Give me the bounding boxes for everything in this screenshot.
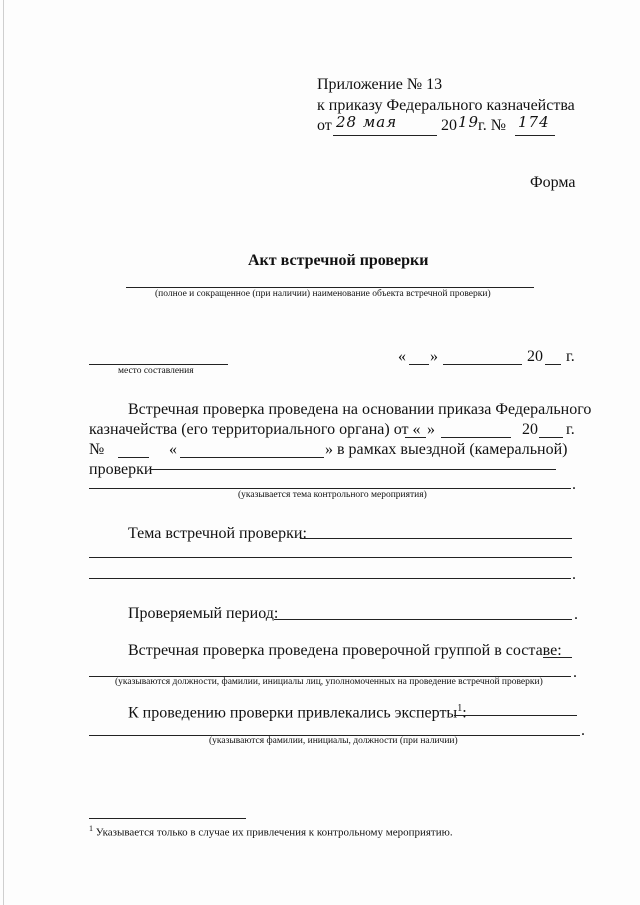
object-name-caption: (полное и сокращенное (при наличии) наименование объекта встречной проверки) <box>155 289 491 299</box>
experts-label-text: К проведению проверки привлекались эксперты <box>128 704 458 722</box>
experts-footnote-mark: 1 <box>457 703 463 714</box>
topic-line-3 <box>89 578 571 579</box>
group-end-dot: . <box>573 664 577 681</box>
inspection-end-dot: . <box>572 476 576 493</box>
order-day-line <box>405 437 426 438</box>
scan-edge <box>3 0 4 905</box>
order-month-line <box>441 437 511 438</box>
inspection-caption: (указывается тема контрольного мероприятия) <box>238 490 427 500</box>
appendix-order: к приказу Федерального казначейства <box>317 97 575 114</box>
form-label: Форма <box>530 174 576 191</box>
place-caption: место составления <box>118 366 194 376</box>
appendix-date-prefix: от <box>317 117 332 134</box>
experts-label <box>128 703 467 722</box>
inspection-topic-line-1 <box>150 469 556 470</box>
experts-colon: : <box>462 704 467 722</box>
inspection-topic-line-2 <box>89 488 571 489</box>
order-year-line <box>539 437 563 438</box>
inspection-label: проверки <box>89 461 153 478</box>
day-line <box>409 364 429 365</box>
period-line <box>274 619 572 620</box>
experts-end-dot: . <box>581 722 585 739</box>
number-underline <box>515 135 555 136</box>
year-line <box>545 364 561 365</box>
object-name-line <box>126 287 534 288</box>
year-suffix: г. № <box>478 117 507 134</box>
document-title: Акт встречной проверки <box>248 252 429 269</box>
handwritten-year: 19 <box>458 113 480 131</box>
place-line <box>89 364 228 365</box>
basis-line-1: Встречная проверка проведена на основании приказа Федерального <box>128 401 592 418</box>
order-scope-text: » в рамках выездной (камеральной) <box>325 441 568 458</box>
footnote-text: Указывается только в случае их привлечения к контрольному мероприятию. <box>95 826 453 839</box>
basis-line-2: казначейства (его территориального органа) от « <box>89 421 421 438</box>
order-name-line <box>180 457 324 458</box>
group-line-1 <box>543 657 572 658</box>
group-label: Встречная проверка проведена проверочной группой в составе: <box>128 642 562 659</box>
topic-label: Тема встречной проверки: <box>128 525 307 542</box>
group-caption: (указываются должности, фамилии, инициалы лиц, уполномоченных на проведение встречной проверки) <box>115 677 543 687</box>
handwritten-date: 28 мая <box>336 113 398 131</box>
appendix-number: Приложение № 13 <box>317 76 443 93</box>
order-year-prefix: 20 <box>522 421 538 438</box>
date-close-quote: » <box>430 348 438 365</box>
year-prefix: 20 <box>441 117 457 134</box>
period-label: Проверяемый период: <box>128 605 279 622</box>
footnote-mark: 1 <box>89 824 93 833</box>
date-open-quote: « <box>398 348 406 365</box>
date-year-suffix: г. <box>566 348 575 365</box>
order-name-open-quote: « <box>169 441 177 458</box>
order-close-quote: » <box>427 421 435 438</box>
footnote <box>89 824 453 839</box>
topic-line-2 <box>89 557 572 558</box>
topic-end-dot: . <box>572 566 576 583</box>
experts-line-1 <box>454 715 577 716</box>
handwritten-number: 174 <box>518 113 550 131</box>
month-line <box>443 364 522 365</box>
date-underline <box>333 135 437 136</box>
order-number-line <box>118 457 149 458</box>
period-end-dot: . <box>574 606 578 623</box>
experts-caption: (указываются фамилии, инициалы, должности (при наличии) <box>209 736 458 746</box>
order-number-sign: № <box>89 441 105 458</box>
footnote-separator <box>89 818 246 819</box>
date-year-prefix: 20 <box>527 348 543 365</box>
order-year-suffix: г. <box>566 421 575 438</box>
topic-line-1 <box>300 538 572 539</box>
